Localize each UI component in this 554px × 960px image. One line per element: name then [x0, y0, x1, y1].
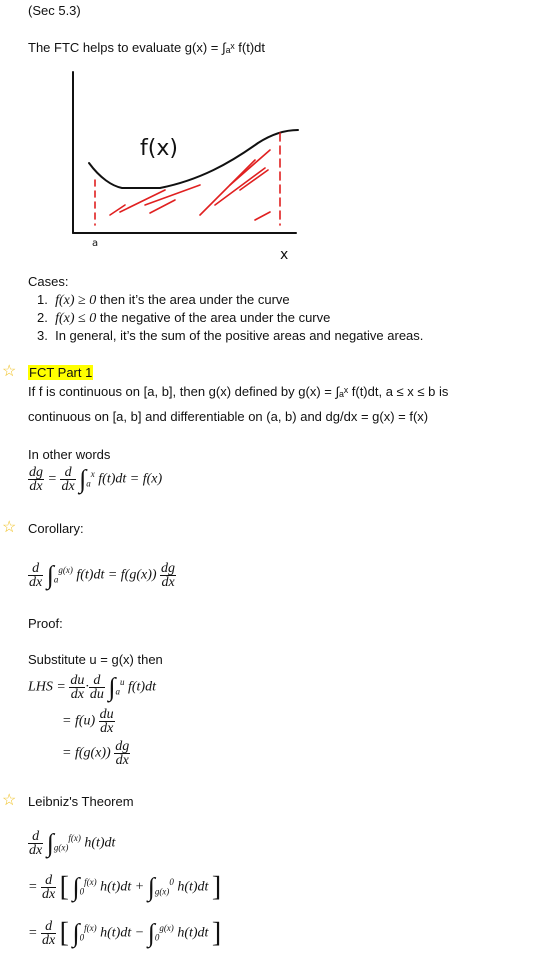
- left-bound-mark: a: [92, 238, 99, 249]
- curve-label: f(x): [140, 136, 178, 161]
- star-icon: ☆: [2, 792, 17, 809]
- cases-heading: Cases:: [28, 274, 69, 289]
- proof-label: Proof:: [28, 616, 63, 631]
- intro-text: The FTC helps to evaluate g(x) = ∫ₐˣ f(t)dt: [28, 40, 266, 55]
- function-curve: [89, 130, 298, 188]
- corollary-equation: $\frac{d}{dx}$ $\int_a^{g(x)}$ f(t)dt = f(g(x)) $\frac{dg}{dx}$: [29, 560, 176, 590]
- ftc-title: FCT Part 1: [29, 365, 93, 380]
- corollary-title: Corollary:: [28, 521, 84, 536]
- leibniz-line-3: = $\frac{d}{dx}$ [ $\int_0^{f(x)}$ $h(t)dt - \int_0^{g(x)}$ h(t)dt ]: [28, 917, 222, 949]
- leibniz-line-1: $\frac{d}{dx}$ $\int_{g(x)}^{f(x)}$ h(t)dt: [29, 828, 116, 858]
- case-item: 1. f(x) ≥ 0 then it’s the area under the curve: [37, 292, 290, 308]
- ftc-statement-line2: continuous on [a, b] and differentiable on (a, b) and dg/dx = g(x) = f(x): [28, 409, 429, 424]
- proof-step-1: LHS = $\frac{du}{dx}$ · $\frac{d}{du}$ $\int_a^u$ f(t)dt: [28, 672, 156, 702]
- proof-step-2: = f(u) $\frac{du}{dx}$: [62, 707, 114, 736]
- case-item: 3. In general, it’s the sum of the positive areas and negative areas.: [37, 328, 424, 343]
- case-item: 2. f(x) ≤ 0 the negative of the area under the curve: [37, 310, 331, 326]
- leibniz-line-2: = $\frac{d}{dx}$ [ $\int_0^{f(x)}$ $h(t)dt + \int_{g(x)}^0$ h(t)dt ]: [28, 871, 222, 903]
- star-icon: ☆: [2, 519, 17, 536]
- proof-step-3: = f(g(x)) $\frac{dg}{dx}$: [62, 739, 130, 768]
- ftc-equation: $\frac{dg}{dx}$ = $\frac{d}{dx}$ $\int_a^x$ f(t)dt = f(x): [29, 464, 163, 494]
- other-words-label: In other words: [28, 447, 111, 462]
- section-ref: (Sec 5.3): [28, 3, 81, 18]
- substitution-line: Substitute u = g(x) then: [28, 652, 163, 667]
- ftc-statement-line1: If f is continuous on [a, b], then g(x) defined by g(x) = ∫ₐˣ f(t)dt, a ≤ x ≤ b is: [28, 384, 449, 399]
- leibniz-title: Leibniz's Theorem: [28, 794, 134, 809]
- star-icon: ☆: [2, 363, 17, 380]
- right-bound-mark: x: [280, 247, 289, 263]
